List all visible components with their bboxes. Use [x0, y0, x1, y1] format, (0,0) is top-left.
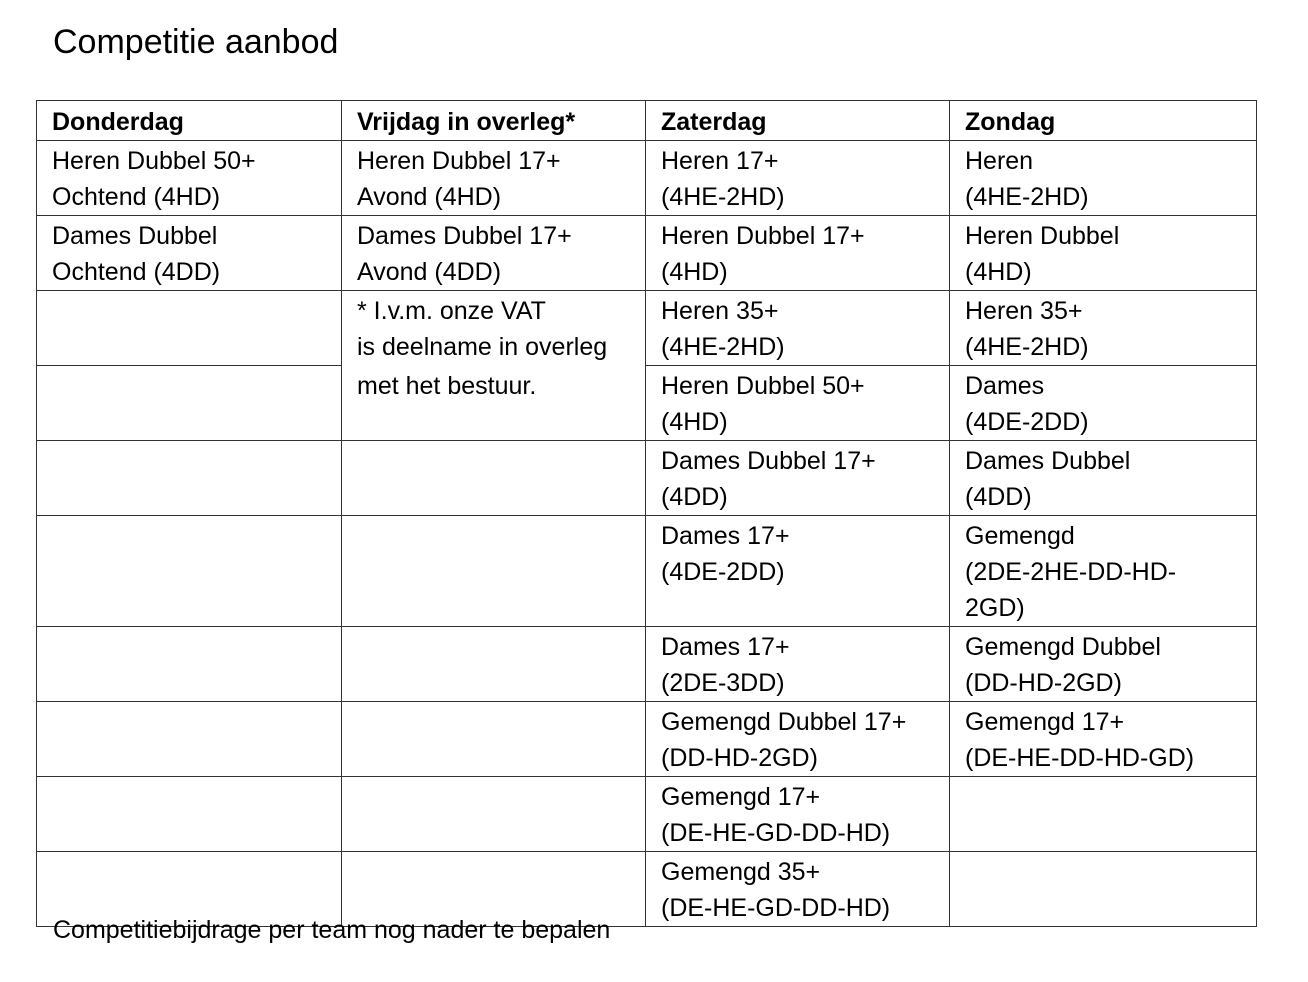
- footer-note: Competitiebijdrage per team nog nader te bepalen: [53, 916, 611, 944]
- cell-zaterdag: [646, 141, 950, 216]
- cell-line: (4HE-2HD): [661, 333, 785, 361]
- cell-zaterdag: [646, 216, 950, 291]
- cell-line: (4HD): [661, 258, 728, 286]
- cell-line: Heren Dubbel 17+: [661, 222, 865, 250]
- cell-donderdag: [37, 627, 342, 702]
- cell-line: (4HE-2HD): [965, 333, 1089, 361]
- cell-line: Heren 35+: [965, 297, 1083, 325]
- cell-zondag: [950, 777, 1257, 852]
- cell-line: Heren Dubbel 50+: [661, 372, 865, 400]
- cell-zondag: [950, 702, 1257, 777]
- header-zaterdag: Zaterdag: [646, 101, 950, 141]
- cell-line: Dames Dubbel: [52, 222, 218, 250]
- cell-donderdag: [37, 777, 342, 852]
- table-row: [37, 291, 1257, 366]
- cell-line: met het bestuur.: [357, 371, 537, 400]
- cell-line: Dames 17+: [661, 633, 790, 661]
- header-zondag: Zondag: [950, 101, 1257, 141]
- cell-line: Gemengd 17+: [965, 708, 1125, 736]
- cell-line: (4HE-2HD): [661, 183, 785, 211]
- cell-zaterdag: [646, 852, 950, 927]
- cell-line: Heren Dubbel 50+: [52, 147, 256, 175]
- cell-line: 2GD): [965, 594, 1025, 622]
- cell-line: Ochtend (4HD): [52, 183, 221, 211]
- cell-line: (DD-HD-2GD): [965, 669, 1122, 697]
- cell-line: Dames: [965, 372, 1045, 400]
- header-vrijdag: Vrijdag in overleg*: [342, 101, 646, 141]
- cell-line: Ochtend (4DD): [52, 258, 221, 286]
- cell-line: * I.v.m. onze VAT: [357, 297, 546, 325]
- cell-donderdag: [37, 366, 342, 441]
- table-row: [37, 777, 1257, 852]
- cell-vrijdag: [342, 216, 646, 291]
- cell-line: Heren 35+: [661, 297, 779, 325]
- cell-line: Avond (4DD): [357, 258, 502, 286]
- cell-line: (DE-HE-GD-DD-HD): [661, 894, 891, 922]
- cell-line: Gemengd: [965, 522, 1075, 550]
- header-donderdag: Donderdag: [37, 101, 342, 141]
- cell-zaterdag: [646, 291, 950, 366]
- cell-line: (4HD): [965, 258, 1032, 286]
- table-row: [37, 441, 1257, 516]
- cell-vrijdag: [342, 777, 646, 852]
- cell-zaterdag: [646, 366, 950, 441]
- cell-donderdag: [37, 141, 342, 216]
- cell-zaterdag: [646, 516, 950, 627]
- cell-zondag: [950, 291, 1257, 366]
- cell-donderdag: [37, 291, 342, 366]
- cell-zaterdag: [646, 441, 950, 516]
- cell-line: (4HD): [661, 408, 728, 436]
- cell-line: (4DE-2DD): [965, 408, 1089, 436]
- table-row: [37, 141, 1257, 216]
- cell-zondag: [950, 627, 1257, 702]
- cell-zondag: [950, 516, 1257, 627]
- cell-zaterdag: [646, 777, 950, 852]
- table-body: [37, 141, 1257, 927]
- cell-line: (4DE-2DD): [661, 558, 785, 586]
- cell-line: (4DD): [661, 483, 728, 511]
- cell-donderdag: [37, 702, 342, 777]
- table-row: [37, 366, 1257, 441]
- cell-line: (DD-HD-2GD): [661, 744, 818, 772]
- cell-vrijdag: [342, 366, 646, 441]
- cell-line: (2DE-3DD): [661, 669, 785, 697]
- cell-zaterdag: [646, 627, 950, 702]
- cell-donderdag: [37, 216, 342, 291]
- cell-line: Heren Dubbel 17+: [357, 147, 561, 175]
- cell-vrijdag: [342, 441, 646, 516]
- cell-zondag: [950, 216, 1257, 291]
- table-row: [37, 702, 1257, 777]
- cell-line: Heren: [965, 147, 1034, 175]
- competition-table: [36, 100, 1257, 927]
- cell-vrijdag: [342, 141, 646, 216]
- cell-line: Dames Dubbel 17+: [661, 447, 876, 475]
- cell-line: Heren Dubbel: [965, 222, 1120, 250]
- cell-line: Gemengd 35+: [661, 858, 821, 886]
- cell-line: Dames Dubbel 17+: [357, 222, 572, 250]
- table-row: [37, 516, 1257, 627]
- cell-vrijdag: [342, 702, 646, 777]
- cell-vrijdag: [342, 627, 646, 702]
- cell-line: Avond (4HD): [357, 183, 502, 211]
- cell-line: (DE-HE-DD-HD-GD): [965, 744, 1195, 772]
- cell-line: Gemengd Dubbel: [965, 633, 1161, 661]
- cell-line: (DE-HE-GD-DD-HD): [661, 819, 891, 847]
- cell-line: (4DD): [965, 483, 1032, 511]
- cell-zaterdag: [646, 702, 950, 777]
- cell-vrijdag: [342, 516, 646, 627]
- cell-donderdag: [37, 516, 342, 627]
- table-header-row: [37, 101, 1257, 141]
- page-title: Competitie aanbod: [53, 23, 339, 61]
- cell-line: (2DE-2HE-DD-HD-: [965, 558, 1177, 586]
- table-row: [37, 216, 1257, 291]
- cell-line: Gemengd Dubbel 17+: [661, 708, 907, 736]
- cell-line: Heren 17+: [661, 147, 779, 175]
- cell-zondag: [950, 366, 1257, 441]
- cell-line: Dames 17+: [661, 522, 790, 550]
- cell-zondag: [950, 141, 1257, 216]
- cell-line: Dames Dubbel: [965, 447, 1131, 475]
- cell-zondag: [950, 852, 1257, 927]
- cell-line: is deelname in overleg: [357, 333, 608, 361]
- cell-donderdag: [37, 441, 342, 516]
- cell-line: (4HE-2HD): [965, 183, 1089, 211]
- table-row: [37, 627, 1257, 702]
- cell-vrijdag: [342, 291, 646, 366]
- cell-zondag: [950, 441, 1257, 516]
- cell-line: Gemengd 17+: [661, 783, 821, 811]
